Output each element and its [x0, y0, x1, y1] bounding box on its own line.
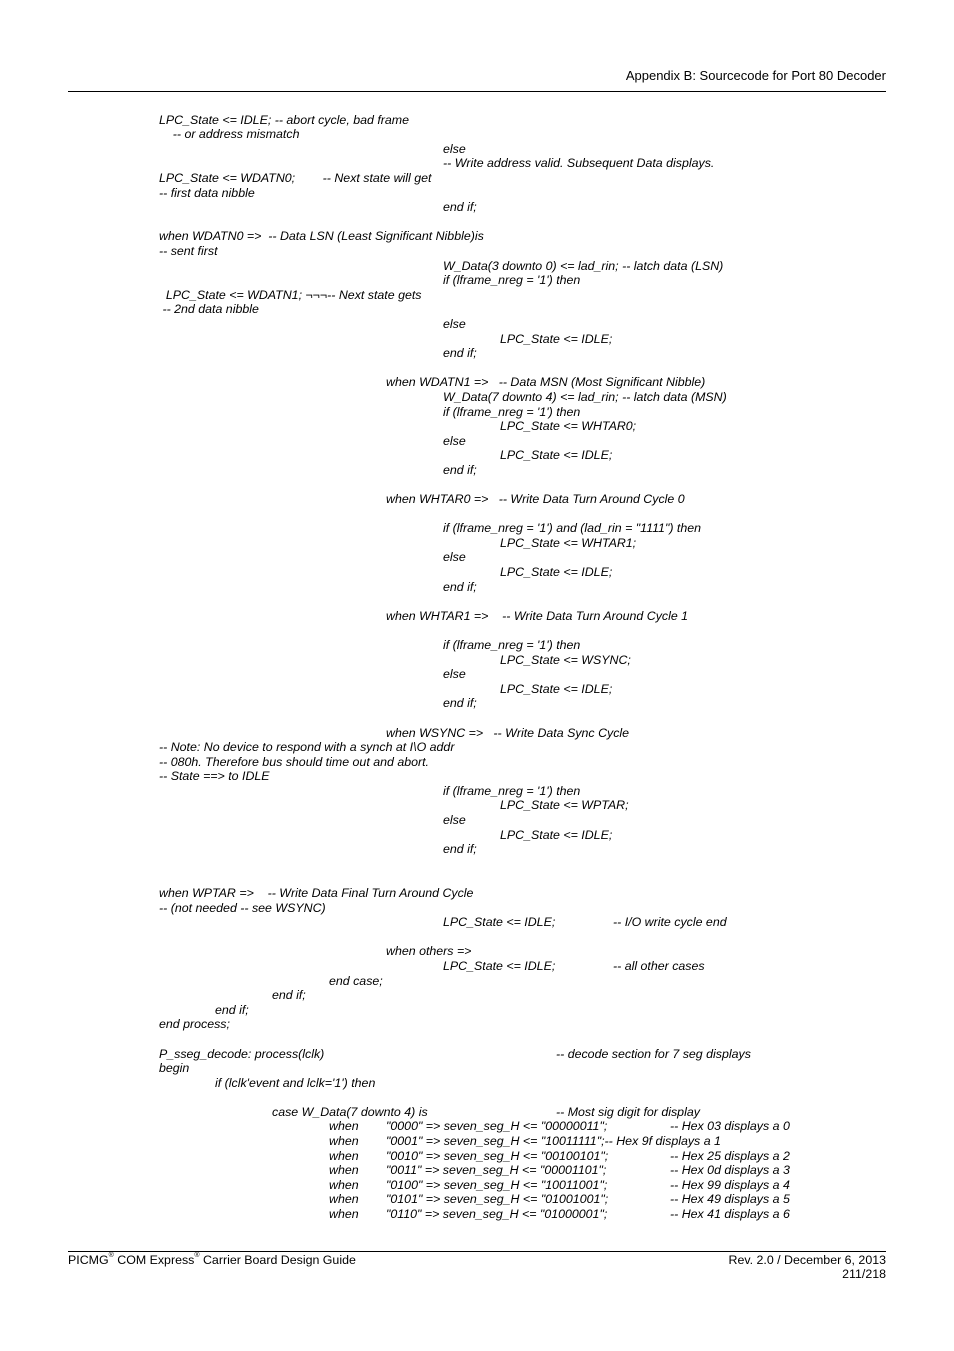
- code-line: end if;: [272, 988, 306, 1002]
- code-line: if (lframe_nreg = '1') then: [443, 405, 581, 419]
- code-line: end if;: [443, 696, 477, 710]
- code-line: "0101" => seven_seg_H <= "01001001";: [386, 1192, 609, 1206]
- code-line: when WSYNC => -- Write Data Sync Cycle: [386, 726, 630, 740]
- footer-rule: [68, 1251, 886, 1252]
- code-line: -- first data nibble: [159, 186, 255, 200]
- code-line: LPC_State <= WSYNC;: [500, 653, 631, 667]
- footer-document-title: [68, 1253, 356, 1267]
- code-line: P_sseg_decode: process(lclk): [159, 1047, 325, 1061]
- footer-com-express: COM Express: [113, 1253, 195, 1267]
- code-line: else: [443, 550, 466, 564]
- code-line: -- (not needed -- see WSYNC): [159, 901, 326, 915]
- code-line: LPC_State <= WHTAR0;: [500, 419, 637, 433]
- code-line: "0110" => seven_seg_H <= "01000001";: [386, 1207, 608, 1221]
- code-line: when: [329, 1207, 359, 1221]
- code-line: -- Note: No device to respond with a synch at I\O addr: [159, 740, 455, 754]
- code-line: LPC_State <= IDLE;: [443, 959, 556, 973]
- code-line: -- all other cases: [613, 959, 705, 973]
- code-line: LPC_State <= IDLE;: [500, 332, 613, 346]
- code-line: if (lclk'event and lclk='1') then: [215, 1076, 376, 1090]
- registered-mark: ®: [108, 1252, 114, 1259]
- code-line: -- Write address valid. Subsequent Data displays.: [443, 156, 715, 170]
- code-line: end if;: [443, 463, 477, 477]
- code-line: "0000" => seven_seg_H <= "00000011";: [386, 1119, 608, 1133]
- code-line: -- Hex 49 displays a 5: [670, 1192, 790, 1206]
- code-line: else: [443, 434, 466, 448]
- registered-mark: ®: [194, 1252, 200, 1259]
- code-line: -- Most sig digit for display: [556, 1105, 700, 1119]
- code-line: "0100" => seven_seg_H <= "10011001";: [386, 1178, 608, 1192]
- code-line: W_Data(3 downto 0) <= lad_rin; -- latch data (LSN): [443, 259, 724, 273]
- code-line: end if;: [443, 842, 477, 856]
- code-line: -- Hex 41 displays a 6: [670, 1207, 790, 1221]
- code-line: LPC_State <= WHTAR1;: [500, 536, 637, 550]
- code-line: LPC_State <= IDLE;: [443, 915, 556, 929]
- code-line: when others =>: [386, 944, 472, 958]
- code-line: LPC_State <= IDLE;: [500, 828, 613, 842]
- code-line: LPC_State <= IDLE;: [500, 565, 613, 579]
- code-line: end case;: [329, 974, 383, 988]
- code-line: when: [329, 1149, 359, 1163]
- code-line: when: [329, 1178, 359, 1192]
- code-line: -- Hex 03 displays a 0: [670, 1119, 790, 1133]
- code-line: else: [443, 317, 466, 331]
- code-line: begin: [159, 1061, 190, 1075]
- code-line: -- decode section for 7 seg displays: [556, 1047, 751, 1061]
- code-line: when WHTAR1 => -- Write Data Turn Around Cycle 1: [386, 609, 689, 623]
- code-line: if (lframe_nreg = '1') then: [443, 273, 581, 287]
- code-line: when: [329, 1119, 359, 1133]
- code-line: if (lframe_nreg = '1') then: [443, 784, 581, 798]
- code-line: end if;: [443, 346, 477, 360]
- code-line: "0001" => seven_seg_H <= "10011111";-- Hex 9f displays a 1: [386, 1134, 721, 1148]
- code-line: -- 080h. Therefore bus should time out and abort.: [159, 755, 429, 769]
- code-line: LPC_State <= IDLE; -- abort cycle, bad frame: [159, 113, 409, 127]
- code-line: when: [329, 1134, 359, 1148]
- code-line: when WHTAR0 => -- Write Data Turn Around Cycle 0: [386, 492, 685, 506]
- code-line: when WDATN1 => -- Data MSN (Most Significant Nibble): [386, 375, 706, 389]
- code-line: LPC_State <= IDLE;: [500, 448, 613, 462]
- code-line: "0011" => seven_seg_H <= "00001101";: [386, 1163, 607, 1177]
- footer-page-number: 211/218: [842, 1267, 886, 1281]
- code-line: when: [329, 1163, 359, 1177]
- footer-title-tail: Carrier Board Design Guide: [199, 1253, 356, 1267]
- footer-revision: Rev. 2.0 / December 6, 2013: [728, 1253, 886, 1267]
- code-line: W_Data(7 downto 4) <= lad_rin; -- latch data (MSN): [443, 390, 727, 404]
- code-line: when: [329, 1192, 359, 1206]
- code-line: else: [443, 142, 466, 156]
- code-line: -- Hex 0d displays a 3: [670, 1163, 790, 1177]
- code-line: end process;: [159, 1017, 230, 1031]
- code-line: case W_Data(7 downto 4) is: [272, 1105, 428, 1119]
- code-line: LPC_State <= WPTAR;: [500, 798, 629, 812]
- footer-picmg: PICMG: [68, 1253, 109, 1267]
- code-line: -- 2nd data nibble: [159, 302, 259, 316]
- code-line: -- I/O write cycle end: [613, 915, 727, 929]
- code-line: LPC_State <= IDLE;: [500, 682, 613, 696]
- code-line: -- sent first: [159, 244, 218, 258]
- code-line: if (lframe_nreg = '1') and (lad_rin = "1111") then: [443, 521, 702, 535]
- code-line: if (lframe_nreg = '1') then: [443, 638, 581, 652]
- code-line: when WDATN0 => -- Data LSN (Least Significant Nibble)is: [159, 229, 484, 243]
- code-line: -- Hex 99 displays a 4: [670, 1178, 790, 1192]
- page-header-title: Appendix B: Sourcecode for Port 80 Decoder: [625, 68, 886, 83]
- code-line: else: [443, 667, 466, 681]
- code-line: end if;: [215, 1003, 249, 1017]
- code-line: -- State ==> to IDLE: [159, 769, 270, 783]
- header-rule: [68, 91, 886, 92]
- code-line: -- or address mismatch: [159, 127, 300, 141]
- code-line: -- Hex 25 displays a 2: [670, 1149, 790, 1163]
- code-line: LPC_State <= WDATN0; -- Next state will get: [159, 171, 432, 185]
- code-line: end if;: [443, 200, 477, 214]
- footer-right: [729, 1253, 887, 1281]
- code-line: end if;: [443, 580, 477, 594]
- code-line: else: [443, 813, 466, 827]
- code-line: when WPTAR => -- Write Data Final Turn Around Cycle: [159, 886, 474, 900]
- code-line: LPC_State <= WDATN1; ¬¬¬-- Next state gets: [159, 288, 422, 302]
- code-line: "0010" => seven_seg_H <= "00100101";: [386, 1149, 609, 1163]
